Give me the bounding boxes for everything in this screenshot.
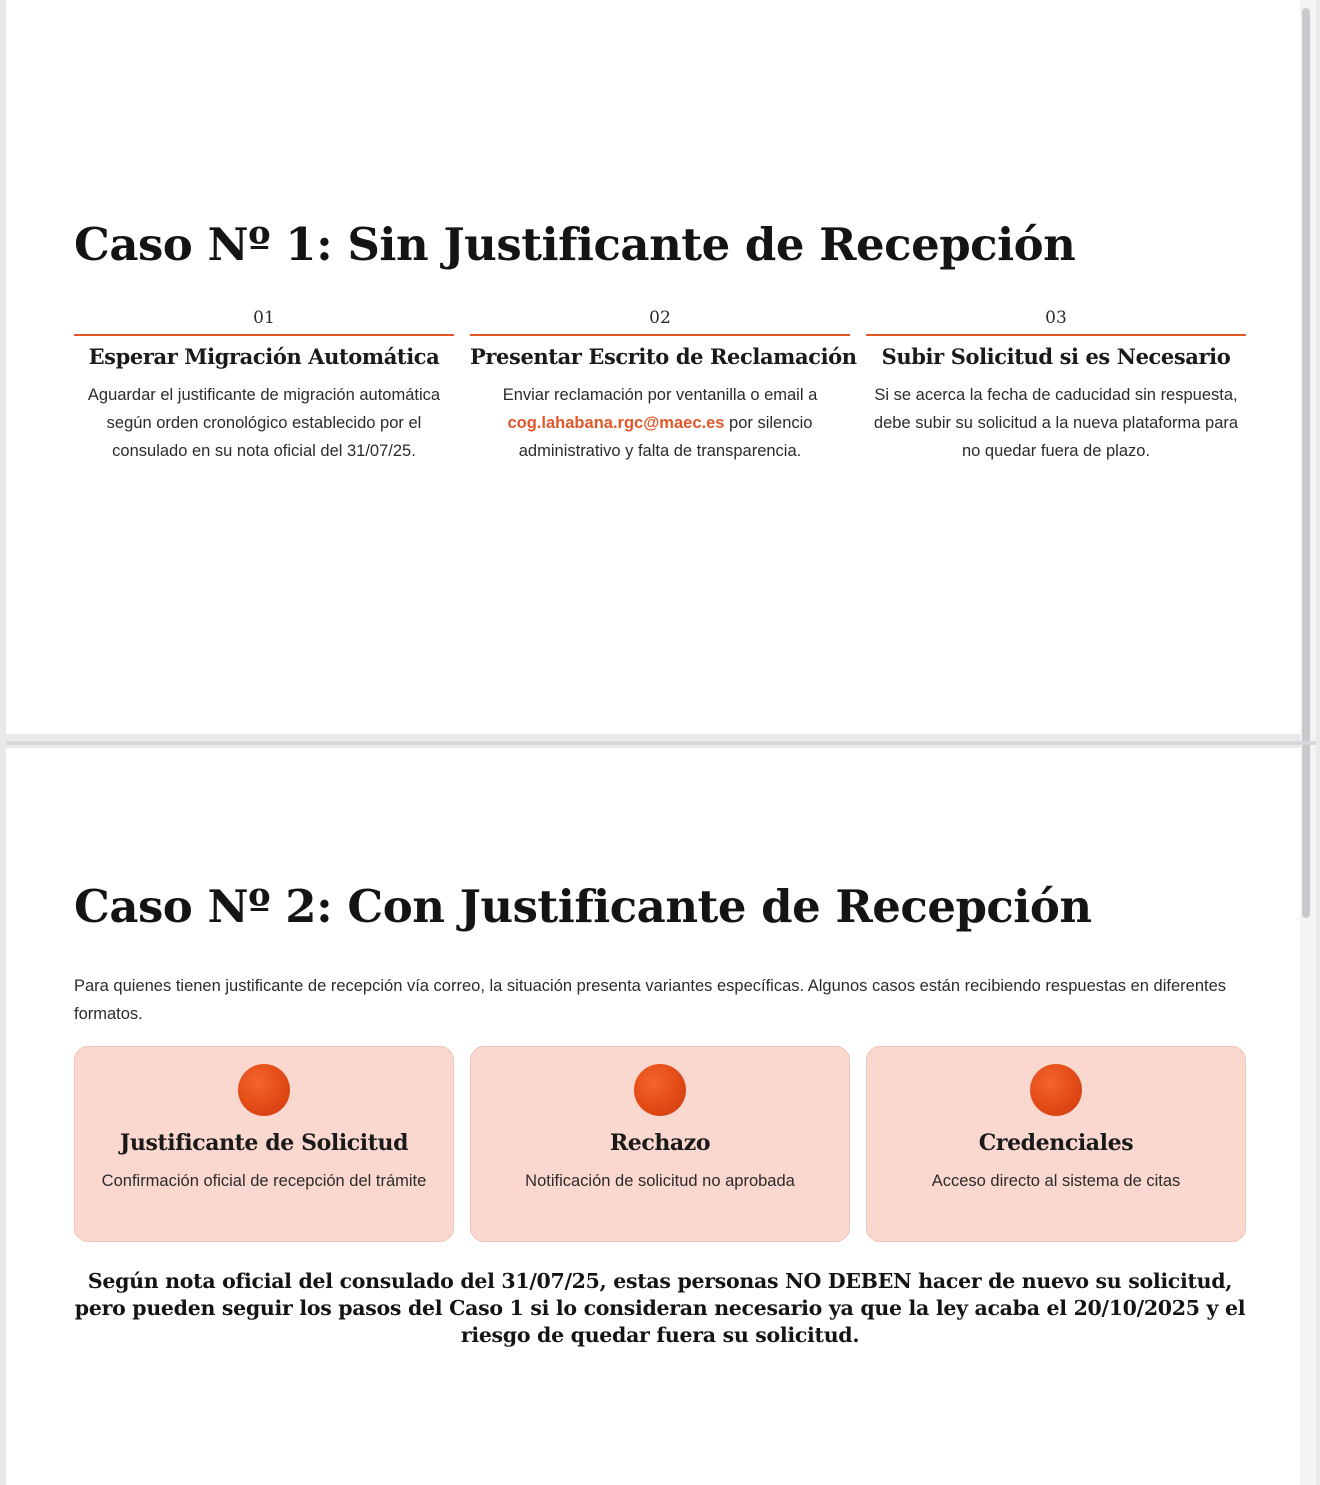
card-description: Confirmación oficial de recepción del trámite bbox=[101, 1172, 427, 1190]
card-title: Justificante de Solicitud bbox=[119, 1130, 409, 1156]
step-title: Esperar Migración Automática bbox=[88, 344, 440, 369]
card-description: Notificación de solicitud no aprobada bbox=[525, 1172, 795, 1190]
page-divider bbox=[6, 741, 1316, 745]
step-description bbox=[470, 381, 850, 465]
card-title: Credenciales bbox=[978, 1130, 1134, 1156]
case-2-title: Caso Nº 2: Con Justificante de Recepción bbox=[74, 880, 1092, 933]
card-credenciales bbox=[866, 1046, 1246, 1242]
scrollbar-thumb[interactable] bbox=[1302, 8, 1310, 918]
step-number: 02 bbox=[470, 308, 850, 336]
card-justificante bbox=[74, 1046, 454, 1242]
card-title: Rechazo bbox=[609, 1130, 711, 1156]
orange-dot-icon bbox=[634, 1064, 686, 1116]
step-description: Aguardar el justificante de migración automática según orden cronológico establecido por el consulado en su nota oficial del 31/07/25. bbox=[87, 386, 441, 460]
orange-dot-icon bbox=[238, 1064, 290, 1116]
step-title: Subir Solicitud si es Necesario bbox=[881, 344, 1231, 369]
case-2-cards bbox=[74, 1046, 1246, 1242]
step-description: Si se acerca la fecha de caducidad sin respuesta, debe subir su solicitud a la nueva plataforma para no quedar fuera de plazo. bbox=[873, 386, 1239, 460]
step-02 bbox=[470, 308, 857, 465]
step-number: 03 bbox=[866, 308, 1246, 336]
case-2-intro: Para quienes tienen justificante de recepción vía correo, la situación presenta variantes específicas. Algunos casos están recibiendo respuestas en diferentes formatos. bbox=[74, 977, 1227, 1023]
email-link[interactable]: cog.lahabana.rgc@maec.es bbox=[507, 414, 725, 432]
step-number: 01 bbox=[74, 308, 454, 336]
slide-case-1 bbox=[6, 0, 1300, 734]
step-03 bbox=[866, 308, 1246, 465]
step-description-end: por silencio administrativo y falta de transparencia. bbox=[518, 414, 813, 460]
step-title: Presentar Escrito de Reclamación bbox=[470, 344, 857, 369]
official-note: Según nota oficial del consulado del 31/07/25, estas personas NO DEBEN hacer de nuevo su solicitud, pero pueden seguir los pasos del Caso 1 si lo consideran necesario ya que la ley acaba el 20/10/2025 y el riesgo de quedar fuera su solicitud. bbox=[74, 1269, 1246, 1347]
step-description-start: Enviar reclamación por ventanilla o email a bbox=[502, 386, 818, 404]
step-01 bbox=[74, 308, 454, 465]
slide-case-2 bbox=[6, 748, 1300, 1485]
card-description: Acceso directo al sistema de citas bbox=[931, 1172, 1181, 1190]
case-1-title: Caso Nº 1: Sin Justificante de Recepción bbox=[74, 218, 1076, 271]
case-1-steps bbox=[74, 308, 1246, 465]
card-rechazo bbox=[470, 1046, 850, 1242]
orange-dot-icon bbox=[1030, 1064, 1082, 1116]
